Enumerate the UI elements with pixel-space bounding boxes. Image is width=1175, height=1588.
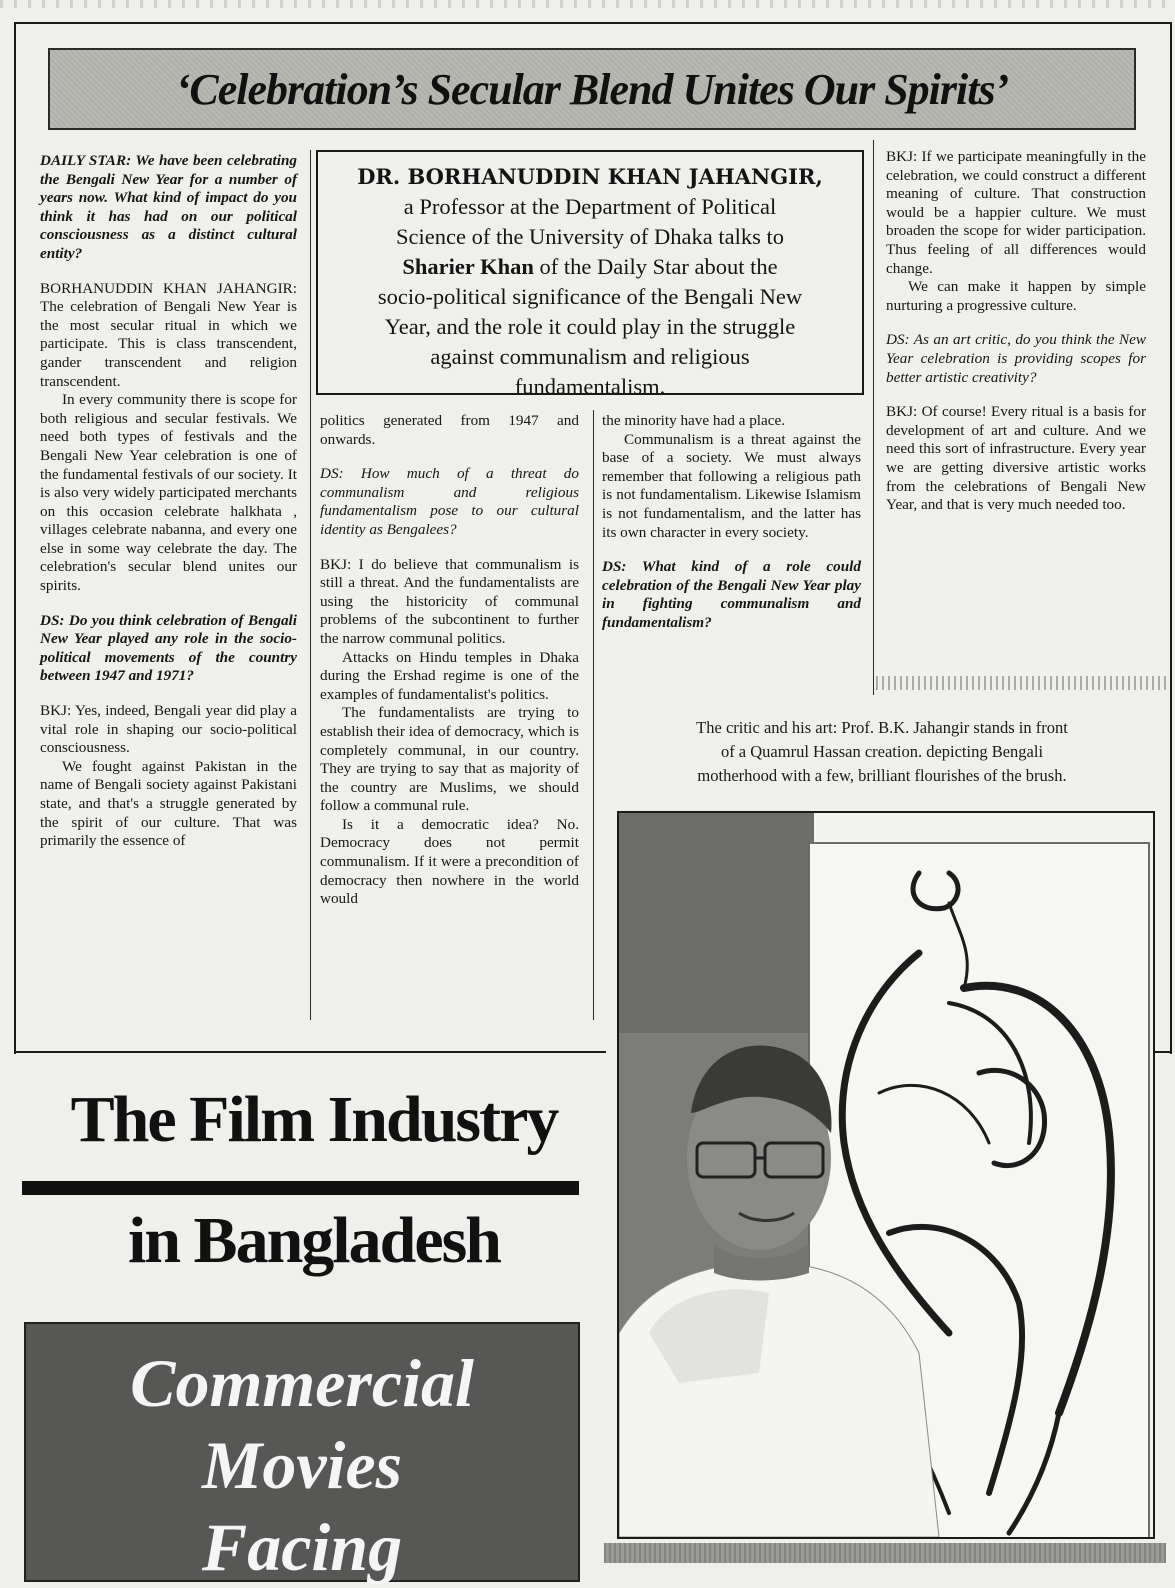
paragraph: Communalism is a threat against the base of a society. We must always remember that following a religious path is not fundamentalism. Likewise Islamism is not fundamentalism, and the latter has its own character in every society.: [602, 430, 861, 541]
answer-5: BKJ: Of course! Every ritual is a basis for development of art and culture. And we need this sort of infrastructure. Every year we are getting diversive artistic works from the celebrations of Bengali New Year, and that is very much needed too.: [886, 403, 1146, 514]
commercial-line: Movies: [201, 1427, 403, 1503]
answer-1-cont: In every community there is scope for both religious and secular festivals. We need both types of festivals and the Bengali New Year celebration is one of the fundamental festivals of our society. It is also very widely participated merchants on this occasion celebrate halkhata , villages celebrate nabanna, and every one else in some way celebrate the day. The celebration's secular blend unites our spirits.: [40, 391, 297, 595]
headline-banner: [48, 48, 1136, 130]
answer-4: BKJ: If we participate meaningfully in the celebration, we could construct a different meaning of culture. That construction would be a happier culture. We must broaden the scope for wider participation. Thus feeling of all differences would change.: [886, 148, 1146, 277]
question-3: DS: How much of a threat do communalism and religious fundamentalism pose to our cultural identity as Bengalees?: [320, 465, 579, 538]
answer-1: BORHANUDDIN KHAN JAHANGIR: The celebration of Bengali New Year is the most secular ritual in which we participate. This is class transcendent, gander transcendent and religion transcendent.: [40, 279, 297, 390]
column-2: [320, 412, 579, 909]
intro-line: socio-political significance of the Bengali New: [377, 284, 803, 309]
intro-line: against communalism and religious: [430, 344, 750, 369]
column-3: [602, 412, 861, 633]
answer-3-cont: The fundamentalists are trying to establish their idea of democracy, which is completely communal, in our country. They are trying to say that as majority of the country are Muslims, we should follow a communal rule.: [320, 704, 579, 815]
intro-line-text: of the Daily Star about the: [539, 254, 778, 279]
intro-line: Science of the University of Dhaka talks to: [395, 224, 784, 249]
article-headline: ‘Celebration’s Secular Blend Unites Our Spirits’: [175, 64, 1009, 114]
caption-line: of a Quamrul Hassan creation. depicting Bengali: [720, 742, 1044, 761]
intro-line: Year, and the role it could play in the struggle: [384, 314, 796, 339]
halftone-strip: [876, 676, 1166, 690]
question-4: DS: What kind of a role could celebration of the Bengali New Year play in fighting communalism and fundamentalism?: [602, 558, 861, 631]
answer-4-cont: We can make it happen by simple nurturing a progressive culture.: [886, 278, 1146, 314]
bottom-strip: [604, 1543, 1166, 1563]
answer-3-cont: Is it a democratic idea? No. Democracy does not permit communalism. If it were a precondition of democracy then nowhere in the world would: [320, 815, 579, 908]
photo-caption: [606, 716, 1158, 788]
intro-box: [316, 150, 864, 399]
title-rule: [22, 1181, 579, 1195]
commercial-line: Commercial: [130, 1345, 474, 1421]
column-1: [40, 152, 297, 851]
column-divider: [593, 410, 594, 1020]
commercial-movies-banner: [24, 1322, 580, 1585]
question-2: DS: Do you think celebration of Bengali New Year played any role in the socio-political movements of the country between 1947 and 1971?: [40, 611, 297, 685]
question-5: DS: As an art critic, do you think the New Year celebration is providing scopes for better artistic creativity?: [886, 331, 1146, 386]
paragraph: the minority have had a place.: [602, 412, 786, 429]
column-4: [886, 148, 1146, 515]
intro-line: [318, 252, 862, 282]
caption-line: motherhood with a few, brilliant flourishes of the brush.: [697, 766, 1067, 785]
paragraph: politics generated from 1947 and onwards.: [320, 412, 579, 448]
answer-3-cont: Attacks on Hindu temples in Dhaka during the Ershad regime is one of the examples of fundamentalist's politics.: [320, 648, 579, 703]
column-divider: [310, 150, 311, 1020]
photo-illustration: [619, 813, 1153, 1537]
column-divider: [873, 140, 874, 695]
question-1: DAILY STAR: We have been celebrating the Bengali New Year for a number of years now. What kind of impact do you think it has had on our political consciousness as a distinct cultural entity?: [40, 152, 297, 262]
answer-2: BKJ: Yes, indeed, Bengali year did play a vital role in shaping our socio-political consciousness.: [40, 702, 297, 757]
interviewee-name: DR. BORHANUDDIN KHAN JAHANGIR,: [357, 164, 823, 189]
answer-2-cont: We fought against Pakistan in the name of Bengali society against Pakistani state, and that's a struggle generated by the spirit of our culture. That was primarily the essence of: [40, 757, 297, 850]
intro-line: a Professor at the Department of Political: [403, 194, 777, 219]
answer-3: BKJ: I do believe that communalism is still a threat. And the fundamentalists are using the historicity of communal problems of the subcontinent to further the narrow communal politics.: [320, 555, 579, 647]
caption-line: The critic and his art: Prof. B.K. Jahangir stands in front: [696, 718, 1068, 737]
article-bottom-rule: [14, 1051, 606, 1053]
interviewer-name: Sharier Khan: [402, 254, 534, 279]
film-industry-title-line-1: The Film Industry: [70, 1083, 558, 1156]
intro-line: fundamentalism.: [514, 374, 666, 399]
photo-jahangir-with-painting: [617, 811, 1155, 1539]
commercial-line: Facing: [201, 1509, 403, 1585]
page-top-strip: [0, 0, 1175, 8]
film-industry-title-line-2: in Bangladesh: [128, 1204, 500, 1277]
